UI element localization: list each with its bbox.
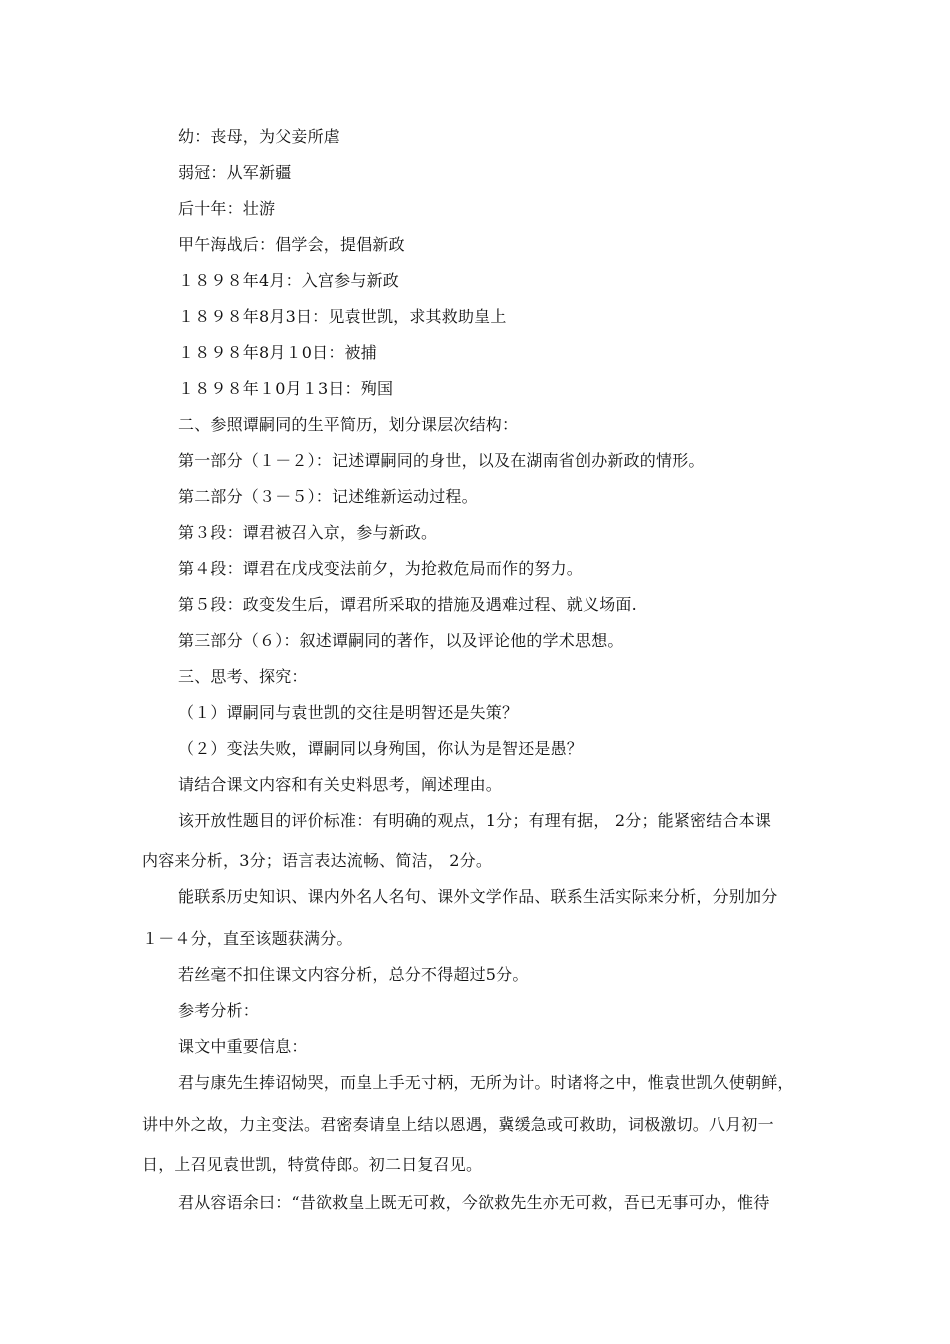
text-line: １－４分，直至该题获满分。: [142, 929, 353, 948]
section-heading: 三、思考、探究：: [178, 667, 308, 686]
text-line: １８９８年4月：入宫参与新政: [178, 271, 399, 290]
text-line: 参考分析：: [178, 1001, 260, 1020]
text-line: 后十年：壮游: [178, 199, 276, 218]
text-line: 幼：丧母，为父妾所虐: [178, 127, 341, 146]
text-line: 内容来分析，3分；语言表达流畅、简洁， 2分。: [142, 851, 493, 870]
text-line: 第５段：政变发生后，谭君所采取的措施及遇难过程、就义场面.: [178, 595, 637, 614]
text-line: 弱冠：从军新疆: [178, 163, 292, 182]
text-line: １８９８年8月１0日：被捕: [178, 343, 377, 362]
text-line: 若丝毫不扣住课文内容分析，总分不得超过5分。: [178, 965, 529, 984]
text-line: 日，上召见袁世凯，特赏侍郎。初二日复召见。: [142, 1155, 483, 1174]
text-line: 第一部分（１－２）：记述谭嗣同的身世，以及在湖南省创办新政的情形。: [178, 451, 705, 470]
text-line: １８９８年8月3日：见袁世凯，求其救助皇上: [178, 307, 507, 326]
text-line: （１）谭嗣同与袁世凯的交往是明智还是失策？: [178, 703, 519, 722]
text-line: 讲中外之故，力主变法。君密奏请皇上结以恩遇，冀缓急或可救助，词极激切。八月初一: [142, 1115, 774, 1134]
text-line: 第二部分（３－５）：记述维新运动过程。: [178, 487, 478, 506]
text-line: 第４段：谭君在戊戌变法前夕，为抢救危局而作的努力。: [178, 559, 584, 578]
text-line: 请结合课文内容和有关史料思考，阐述理由。: [178, 775, 503, 794]
text-line: 甲午海战后：倡学会，提倡新政: [178, 235, 405, 254]
text-line: 第３段：谭君被召入京，参与新政。: [178, 523, 438, 542]
text-line: （２）变法失败，谭嗣同以身殉国，你认为是智还是愚？: [178, 739, 584, 758]
text-line: 该开放性题目的评价标准：有明确的观点，1分；有理有据， 2分；能紧密结合本课: [178, 811, 772, 830]
text-line: 君与康先生捧诏恸哭，而皇上手无寸柄，无所为计。时诸将之中，惟袁世凯久使朝鲜，: [178, 1073, 794, 1092]
text-line: 课文中重要信息：: [178, 1037, 308, 1056]
text-line: １８９８年１0月１3日：殉国: [178, 379, 394, 398]
section-heading: 二、参照谭嗣同的生平简历，划分课层次结构：: [178, 415, 519, 434]
text-line: 能联系历史知识、课内外名人名句、课外文学作品、联系生活实际来分析，分别加分: [178, 887, 778, 906]
text-line: 君从容语余曰：“昔欲救皇上既无可救，今欲救先生亦无可救，吾已无事可办，惟待: [178, 1193, 770, 1212]
text-line: 第三部分（６）：叙述谭嗣同的著作，以及评论他的学术思想。: [178, 631, 624, 650]
